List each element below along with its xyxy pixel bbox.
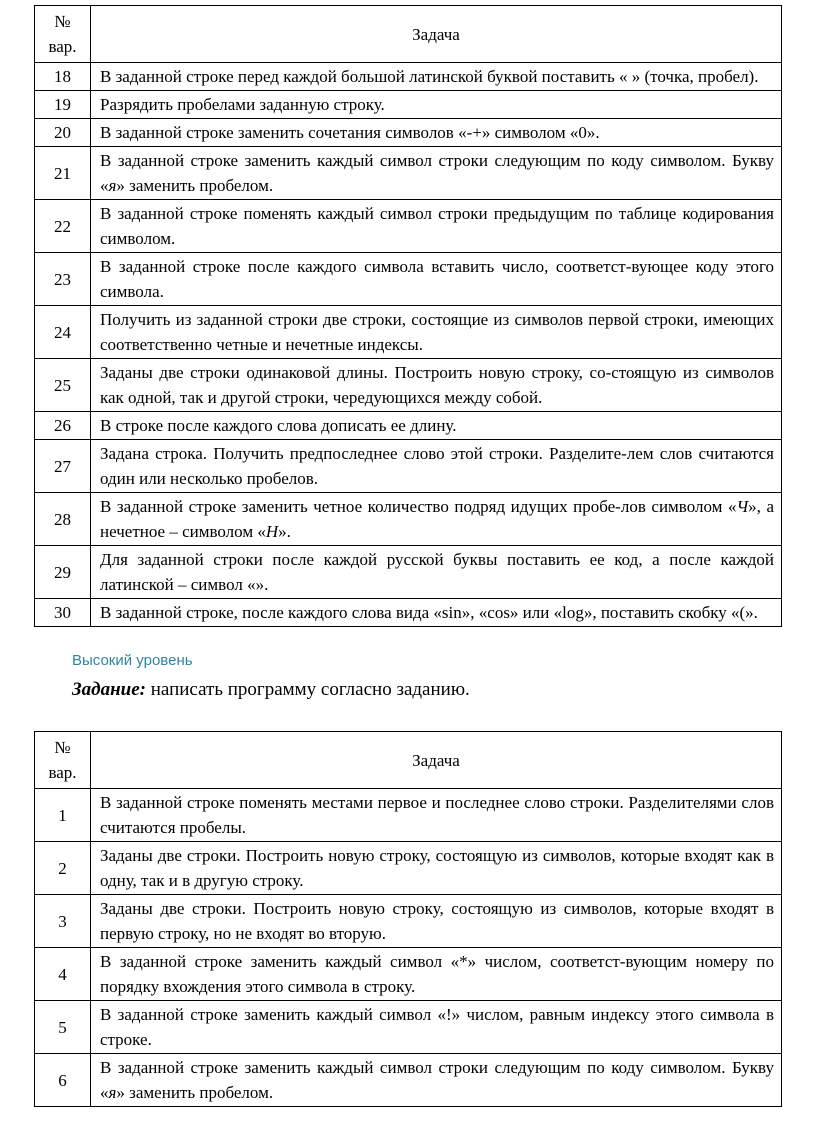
task-text-fragment: Заданы две строки. Построить новую строку, состоящую из символов, которые входят как в одну, так и в другую строку. xyxy=(100,846,774,890)
task-text-fragment: В заданной строке поменять каждый символ строки предыдущим по таблице кодирования символом. xyxy=(100,204,774,248)
task-text-fragment: В заданной строке, после каждого слова вида «sin», «cos» или «log», поставить скобку «(». xyxy=(100,603,758,622)
variant-number: 6 xyxy=(35,1054,91,1107)
task-text-italic-fragment: Н xyxy=(265,522,279,541)
assignment-line xyxy=(34,677,782,703)
task-text xyxy=(91,599,782,627)
table-row xyxy=(35,200,782,253)
column-header-task: Задача xyxy=(91,6,782,63)
task-text-fragment: Для заданной строки после каждой русской буквы поставить ее код, а после каждой латинской – символ «». xyxy=(100,550,774,594)
task-text-italic-fragment: Ч xyxy=(736,497,749,516)
task-text-fragment: В заданной строке заменить четное количество подряд идущих пробе-лов символом « xyxy=(100,497,737,516)
task-text-fragment: » заменить пробелом. xyxy=(116,1083,274,1102)
task-text xyxy=(91,842,782,895)
task-text-fragment: В заданной строке заменить каждый символ «!» числом, равным индексу этого символа в строке. xyxy=(100,1005,774,1049)
task-text-fragment: Разрядить пробелами заданную строку. xyxy=(100,95,385,114)
variant-number: 3 xyxy=(35,895,91,948)
task-text-fragment: Получить из заданной строки две строки, состоящие из символов первой строки, имеющих соответственно четные и нечетные индексы. xyxy=(100,310,774,354)
variant-number: 28 xyxy=(35,493,91,546)
assignment-label: Задание: xyxy=(72,679,146,700)
table-row xyxy=(35,895,782,948)
task-text-fragment: Заданы две строки. Построить новую строку, состоящую из символов, которые входят в первую строку, но не входят во вторую. xyxy=(100,899,774,943)
column-header-task: Задача xyxy=(91,732,782,789)
task-text xyxy=(91,306,782,359)
task-text-fragment: », а нечетное – символом « xyxy=(100,497,775,541)
table-row xyxy=(35,63,782,91)
task-text xyxy=(91,147,782,200)
task-text-fragment: В заданной строке после каждого символа вставить число, соответст-вующее коду этого символа. xyxy=(100,257,774,301)
variant-number: 22 xyxy=(35,200,91,253)
table-row xyxy=(35,948,782,1001)
task-text xyxy=(91,63,782,91)
column-header-variant xyxy=(35,6,91,63)
tasks-table-upper xyxy=(34,5,782,627)
task-text xyxy=(91,1001,782,1054)
table-row xyxy=(35,440,782,493)
variant-number: 26 xyxy=(35,412,91,440)
variant-number: 25 xyxy=(35,359,91,412)
task-text xyxy=(91,200,782,253)
variant-number: 21 xyxy=(35,147,91,200)
table-row xyxy=(35,493,782,546)
task-text-fragment: В заданной строке заменить каждый символ «*» числом, соответст-вующим номеру по порядку вхождения этого символа в строку. xyxy=(100,952,774,996)
task-text-fragment: В заданной строке заменить сочетания символов «-+» символом «0». xyxy=(100,123,600,142)
task-text xyxy=(91,119,782,147)
task-text xyxy=(91,948,782,1001)
variant-number: 4 xyxy=(35,948,91,1001)
variant-number: 20 xyxy=(35,119,91,147)
task-text xyxy=(91,412,782,440)
task-text xyxy=(91,789,782,842)
task-text xyxy=(91,493,782,546)
tasks-table-lower xyxy=(34,731,782,1107)
variant-number: 5 xyxy=(35,1001,91,1054)
table-row xyxy=(35,91,782,119)
table-row xyxy=(35,546,782,599)
table-header-row xyxy=(35,732,782,789)
task-text-fragment: В заданной строке заменить каждый символ строки следующим по коду символом. Букву « xyxy=(100,151,774,195)
task-text xyxy=(91,91,782,119)
variant-number: 24 xyxy=(35,306,91,359)
task-text xyxy=(91,895,782,948)
tasks-table-upper-body xyxy=(35,63,782,627)
task-text xyxy=(91,253,782,306)
task-text-fragment: В строке после каждого слова дописать ее длину. xyxy=(100,416,457,435)
tasks-table-lower-body xyxy=(35,789,782,1107)
variant-number: 27 xyxy=(35,440,91,493)
table-row xyxy=(35,789,782,842)
variant-number: 2 xyxy=(35,842,91,895)
task-text xyxy=(91,1054,782,1107)
table-row xyxy=(35,599,782,627)
task-text-fragment: » заменить пробелом. xyxy=(116,176,274,195)
task-text-fragment: Заданы две строки одинаковой длины. Построить новую строку, со-стоящую из символов как одной, так и другой строки, чередующихся между собой. xyxy=(100,363,774,407)
task-text xyxy=(91,546,782,599)
task-text-italic-fragment: я xyxy=(108,176,117,195)
variant-number: 19 xyxy=(35,91,91,119)
task-text-fragment: Задана строка. Получить предпоследнее слово этой строки. Разделите-лем слов считаются один или несколько пробелов. xyxy=(100,444,774,488)
task-text-fragment: В заданной строке перед каждой большой латинской буквой поставить « » (точка, пробел). xyxy=(100,67,759,86)
table-row xyxy=(35,119,782,147)
level-label: Высокий уровень xyxy=(72,652,193,669)
table-row xyxy=(35,1054,782,1107)
task-text-italic-fragment: я xyxy=(108,1083,117,1102)
table-row xyxy=(35,253,782,306)
variant-header-line1: № xyxy=(54,738,71,757)
task-text-fragment: ». xyxy=(278,522,291,541)
task-text xyxy=(91,359,782,412)
table-row xyxy=(35,147,782,200)
variant-header-line1: № xyxy=(54,12,71,31)
task-text-fragment: В заданной строке заменить каждый символ строки следующим по коду символом. Букву « xyxy=(100,1058,774,1102)
variant-number: 18 xyxy=(35,63,91,91)
variant-number: 1 xyxy=(35,789,91,842)
task-text xyxy=(91,440,782,493)
table-row xyxy=(35,359,782,412)
column-header-variant xyxy=(35,732,91,789)
table-header-row xyxy=(35,6,782,63)
variant-header-line2: вар. xyxy=(48,763,77,782)
table-row xyxy=(35,412,782,440)
variant-number: 29 xyxy=(35,546,91,599)
table-row xyxy=(35,842,782,895)
table-row xyxy=(35,1001,782,1054)
task-text-fragment: В заданной строке поменять местами первое и последнее слово строки. Разделителями слов считаются пробелы. xyxy=(100,793,774,837)
variant-header-line2: вар. xyxy=(48,37,77,56)
variant-number: 30 xyxy=(35,599,91,627)
assignment-text: написать программу согласно заданию. xyxy=(145,679,470,700)
variant-number: 23 xyxy=(35,253,91,306)
table-row xyxy=(35,306,782,359)
